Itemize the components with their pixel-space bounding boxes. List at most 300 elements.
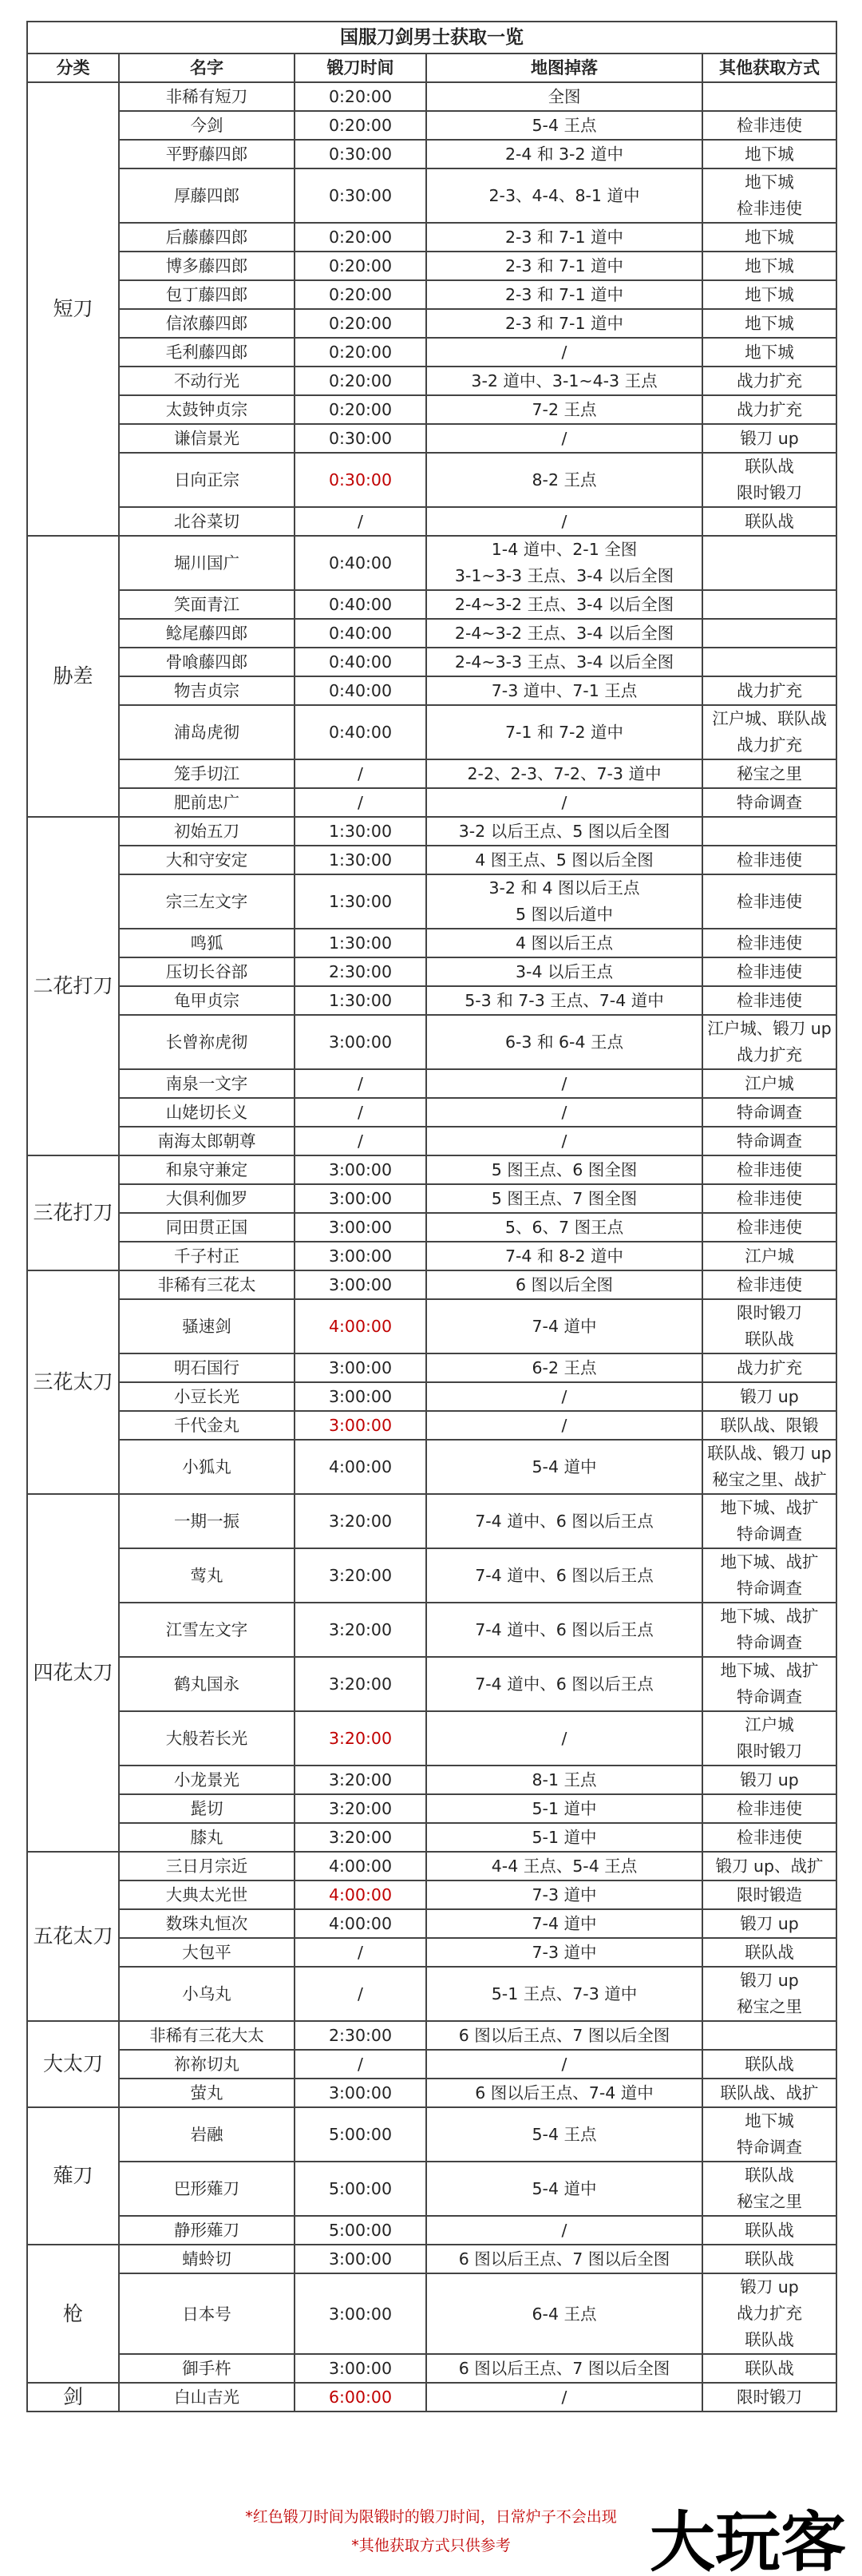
- map-drop-line: 7-2 王点: [532, 400, 597, 419]
- dawanke-logo: [559, 2498, 854, 2574]
- map-drop-line: 2-3 和 7-1 道中: [504, 285, 623, 304]
- map-drop-cell: [426, 1657, 702, 1711]
- other-method-line: 限时锻刀: [737, 483, 802, 502]
- header-category: 分类: [27, 54, 119, 82]
- map-drop-line: 6-2 王点: [532, 1358, 597, 1377]
- table-row: [27, 338, 836, 367]
- other-method-line: 特命调查: [737, 1579, 802, 1598]
- map-drop-line: 4 图王点、5 图以后全图: [475, 850, 654, 870]
- map-drop-line: 2-3 和 7-1 道中: [504, 314, 623, 333]
- map-drop-cell: [426, 1242, 702, 1270]
- other-method-line: 地下城、战扩: [720, 1498, 819, 1517]
- table-row: [27, 2273, 836, 2354]
- map-drop-line: /: [561, 1103, 567, 1122]
- map-drop-line: 6 图以后王点、7 图以后全图: [458, 2249, 670, 2269]
- other-method-line: 战力扩充: [737, 1358, 802, 1377]
- map-drop-cell: [426, 1766, 702, 1794]
- other-method-line: 地下城: [745, 256, 794, 275]
- map-drop-line: 5-4 王点: [532, 116, 597, 135]
- sword-name-cell: 鹤丸国永: [119, 1657, 295, 1711]
- map-drop-line: 2-4~3-2 王点、3-4 以后全图: [454, 595, 674, 614]
- sword-name-cell: 数珠丸恒次: [119, 1909, 295, 1938]
- table-row: [27, 2162, 836, 2216]
- forge-time-cell: 3:00:00: [295, 2354, 426, 2383]
- other-method-cell: [702, 929, 836, 957]
- map-drop-line: 5-1 道中: [532, 1799, 597, 1818]
- sword-name-cell: 小乌丸: [119, 1967, 295, 2021]
- map-drop-cell: [426, 2162, 702, 2216]
- table-row: [27, 2079, 836, 2107]
- sword-name-cell: 笑面青江: [119, 590, 295, 619]
- map-drop-line: 2-3 和 7-1 道中: [504, 256, 623, 275]
- other-method-line: 地下城: [745, 145, 794, 164]
- other-method-line: 联队战: [745, 2221, 794, 2240]
- sword-name-cell: 太鼓钟贞宗: [119, 395, 295, 424]
- other-method-line: 限时锻造: [737, 1885, 802, 1904]
- sword-name-cell: 压切长谷部: [119, 957, 295, 986]
- sword-name-cell: 信浓藤四郎: [119, 309, 295, 338]
- sword-name-cell: 日本号: [119, 2273, 295, 2354]
- other-method-cell: [702, 1299, 836, 1353]
- table-row: [27, 1852, 836, 1880]
- map-drop-cell: [426, 2021, 702, 2050]
- table-row: [27, 1382, 836, 1411]
- sword-name-cell: 大和守安定: [119, 846, 295, 874]
- table-title: 国服刀剑男士获取一览: [27, 22, 836, 54]
- other-method-line: 联队战、战扩: [720, 2083, 819, 2102]
- other-method-cell: [702, 1411, 836, 1440]
- map-drop-cell: [426, 1299, 702, 1353]
- table-row: [27, 1766, 836, 1794]
- forge-time-cell: 0:30:00: [295, 424, 426, 453]
- other-method-cell: [702, 367, 836, 395]
- other-method-cell: [702, 1270, 836, 1299]
- other-method-cell: [702, 2354, 836, 2383]
- table-row: [27, 590, 836, 619]
- table-row: [27, 140, 836, 168]
- map-drop-cell: [426, 82, 702, 111]
- acquisition-sheet: [26, 21, 836, 2412]
- other-method-cell: [702, 2273, 836, 2354]
- forge-time-cell: 4:00:00: [295, 1852, 426, 1880]
- forge-time-cell: /: [295, 1069, 426, 1098]
- table-row: [27, 1270, 836, 1299]
- forge-time-cell: 3:00:00: [295, 1242, 426, 1270]
- map-drop-line: 2-4~3-3 王点、3-4 以后全图: [454, 652, 674, 672]
- other-method-line: 江户城、锻刀 up: [707, 1019, 832, 1038]
- sword-name-cell: 明石国行: [119, 1353, 295, 1382]
- other-method-cell: [702, 619, 836, 648]
- other-method-cell: [702, 536, 836, 590]
- other-method-line: 限时锻刀: [737, 1742, 802, 1761]
- table-row: [27, 507, 836, 536]
- forge-time-cell: /: [295, 507, 426, 536]
- other-method-cell: [702, 168, 836, 223]
- map-drop-line: 7-4 道中、6 图以后王点: [475, 1674, 654, 1694]
- sword-name-cell: 小豆长光: [119, 1382, 295, 1411]
- sword-name-cell: 千代金丸: [119, 1411, 295, 1440]
- other-method-cell: [702, 1015, 836, 1069]
- table-row: [27, 1069, 836, 1098]
- map-drop-cell: [426, 140, 702, 168]
- forge-time-cell: 0:30:00: [295, 168, 426, 223]
- sword-name-cell: 鸣狐: [119, 929, 295, 957]
- forge-time-cell: 4:00:00: [295, 1909, 426, 1938]
- forge-time-cell: 0:30:00: [295, 453, 426, 507]
- forge-time-cell: 4:00:00: [295, 1880, 426, 1909]
- map-drop-cell: [426, 619, 702, 648]
- category-cell: 大太刀: [27, 2021, 119, 2107]
- other-method-cell: [702, 395, 836, 424]
- sword-name-cell: 祢祢切丸: [119, 2050, 295, 2079]
- category-cell: 枪: [27, 2245, 119, 2383]
- category-cell: 短刀: [27, 82, 119, 536]
- table-row: [27, 1657, 836, 1711]
- map-drop-cell: [426, 1603, 702, 1657]
- table-row: [27, 223, 836, 252]
- other-method-line: 检非违使: [737, 1189, 802, 1208]
- logo-text: 大玩客: [649, 2504, 846, 2574]
- forge-time-cell: 1:30:00: [295, 929, 426, 957]
- other-method-cell: [702, 2079, 836, 2107]
- sword-name-cell: 笼手切江: [119, 759, 295, 788]
- other-method-line: 联队战: [745, 512, 794, 531]
- other-method-line: 联队战、锻刀 up: [707, 1444, 832, 1463]
- map-drop-line: 5-4 道中: [532, 2179, 597, 2198]
- table-row: [27, 1909, 836, 1938]
- other-method-cell: [702, 2107, 836, 2162]
- forge-time-cell: /: [295, 1098, 426, 1127]
- sword-name-cell: 小龙景光: [119, 1766, 295, 1794]
- map-drop-cell: [426, 2079, 702, 2107]
- map-drop-line: 3-4 以后王点: [516, 962, 613, 981]
- map-drop-cell: [426, 648, 702, 676]
- table-row: [27, 1242, 836, 1270]
- note-other-reference: *其他获取方式只供参考: [351, 2537, 511, 2554]
- table-row: [27, 1603, 836, 1657]
- forge-time-cell: 0:20:00: [295, 82, 426, 111]
- map-drop-line: 2-4 和 3-2 道中: [504, 145, 623, 164]
- sword-name-cell: 千子村正: [119, 1242, 295, 1270]
- category-cell: 四花太刀: [27, 1494, 119, 1852]
- map-drop-line: /: [561, 793, 567, 812]
- other-method-cell: [702, 846, 836, 874]
- other-method-line: 锻刀 up: [740, 1914, 799, 1933]
- forge-time-cell: /: [295, 1938, 426, 1967]
- other-method-line: 战力扩充: [737, 400, 802, 419]
- other-method-cell: [702, 986, 836, 1015]
- map-drop-cell: [426, 1069, 702, 1098]
- table-row: [27, 2383, 836, 2412]
- table-row: [27, 817, 836, 846]
- map-drop-cell: [426, 280, 702, 309]
- forge-time-cell: 0:40:00: [295, 619, 426, 648]
- other-method-line: 联队战: [745, 457, 794, 476]
- other-method-line: 地下城、战扩: [720, 1607, 819, 1626]
- other-method-line: 战力扩充: [737, 2304, 802, 2323]
- table-row: [27, 2216, 836, 2245]
- other-method-cell: [702, 338, 836, 367]
- other-method-line: 地下城: [745, 2111, 794, 2130]
- other-method-cell: [702, 252, 836, 280]
- other-method-line: 战力扩充: [737, 371, 802, 390]
- forge-time-cell: 3:20:00: [295, 1603, 426, 1657]
- table-row: [27, 536, 836, 590]
- map-drop-cell: [426, 1213, 702, 1242]
- forge-time-cell: 3:00:00: [295, 2245, 426, 2273]
- map-drop-cell: [426, 957, 702, 986]
- table-row: [27, 367, 836, 395]
- header-forge-time: 锻刀时间: [295, 54, 426, 82]
- sword-name-cell: 初始五刀: [119, 817, 295, 846]
- sword-name-cell: 江雪左文字: [119, 1603, 295, 1657]
- other-method-line: 特命调查: [737, 2138, 802, 2157]
- other-method-cell: [702, 1242, 836, 1270]
- forge-time-cell: 1:30:00: [295, 817, 426, 846]
- header-map-drop: 地图掉落: [426, 54, 702, 82]
- map-drop-cell: [426, 309, 702, 338]
- sword-name-cell: 南泉一文字: [119, 1069, 295, 1098]
- forge-time-cell: 0:40:00: [295, 648, 426, 676]
- other-method-line: 检非违使: [737, 850, 802, 870]
- map-drop-cell: [426, 111, 702, 140]
- other-method-line: 秘宝之里、战扩: [712, 1470, 827, 1489]
- other-method-cell: [702, 1353, 836, 1382]
- forge-time-cell: 3:00:00: [295, 2273, 426, 2354]
- sword-name-cell: 日向正宗: [119, 453, 295, 507]
- map-drop-line: 3-2 和 4 图以后王点: [488, 878, 640, 898]
- sword-name-cell: 萤丸: [119, 2079, 295, 2107]
- other-method-line: 战力扩充: [737, 735, 802, 755]
- forge-time-cell: 3:20:00: [295, 1794, 426, 1823]
- map-drop-cell: [426, 2245, 702, 2273]
- other-method-cell: [702, 2021, 836, 2050]
- forge-time-cell: 3:20:00: [295, 1766, 426, 1794]
- map-drop-line: 7-4 道中、6 图以后王点: [475, 1512, 654, 1531]
- map-drop-line: 5 图王点、7 图全图: [491, 1189, 638, 1208]
- forge-time-cell: 3:00:00: [295, 1382, 426, 1411]
- other-method-line: 江户城: [745, 1715, 794, 1734]
- map-drop-cell: [426, 1411, 702, 1440]
- other-method-line: 地下城: [745, 285, 794, 304]
- table-row: [27, 2354, 836, 2383]
- table-row: [27, 424, 836, 453]
- other-method-line: 检非违使: [737, 1828, 802, 1847]
- forge-time-cell: 3:00:00: [295, 1213, 426, 1242]
- map-drop-cell: [426, 1909, 702, 1938]
- sword-name-cell: 同田贯正国: [119, 1213, 295, 1242]
- sword-name-cell: 物吉贞宗: [119, 676, 295, 705]
- sword-name-cell: 莺丸: [119, 1548, 295, 1603]
- sword-name-cell: 御手杵: [119, 2354, 295, 2383]
- other-method-line: 锻刀 up、战扩: [715, 1857, 824, 1876]
- other-method-line: 地下城: [745, 172, 794, 192]
- table-row: [27, 1823, 836, 1852]
- map-drop-line: 5 图以后道中: [515, 905, 614, 924]
- sword-name-cell: 龟甲贞宗: [119, 986, 295, 1015]
- other-method-cell: [702, 1184, 836, 1213]
- table-row: [27, 1353, 836, 1382]
- sword-name-cell: 和泉守兼定: [119, 1155, 295, 1184]
- map-drop-line: 3-2 道中、3-1~4-3 王点: [471, 371, 658, 390]
- table-row: [27, 1184, 836, 1213]
- other-method-cell: [702, 1155, 836, 1184]
- other-method-line: 特命调查: [737, 1633, 802, 1652]
- sword-name-cell: 静形薙刀: [119, 2216, 295, 2245]
- forge-time-cell: 1:30:00: [295, 874, 426, 929]
- sword-name-cell: 毛利藤四郎: [119, 338, 295, 367]
- sword-name-cell: 山姥切长义: [119, 1098, 295, 1127]
- other-method-line: 联队战: [745, 2166, 794, 2185]
- other-method-line: 特命调查: [737, 793, 802, 812]
- map-drop-line: 2-4~3-2 王点、3-4 以后全图: [454, 624, 674, 643]
- forge-time-cell: /: [295, 2050, 426, 2079]
- forge-time-cell: 1:30:00: [295, 986, 426, 1015]
- map-drop-line: 5-1 道中: [532, 1828, 597, 1847]
- table-row: [27, 874, 836, 929]
- map-drop-line: 4 图以后王点: [515, 933, 614, 953]
- map-drop-line: 7-4 道中、6 图以后王点: [475, 1620, 654, 1639]
- map-drop-line: 6 图以后王点、7-4 道中: [475, 2083, 654, 2102]
- other-method-line: 检非违使: [737, 892, 802, 911]
- table-row: [27, 1299, 836, 1353]
- sword-name-cell: 骚速剑: [119, 1299, 295, 1353]
- note-red-time: *红色锻刀时间为限锻时的锻刀时间，日常炉子不会出现: [245, 2508, 617, 2526]
- other-method-line: 联队战: [745, 1330, 794, 1349]
- other-method-line: 特命调查: [737, 1687, 802, 1706]
- map-drop-line: 4-4 王点、5-4 王点: [491, 1857, 638, 1876]
- table-row: [27, 453, 836, 507]
- map-drop-line: 6 图以后王点、7 图以后全图: [458, 2359, 670, 2378]
- map-drop-line: 5-3 和 7-3 王点、7-4 道中: [465, 991, 664, 1010]
- sword-name-cell: 一期一振: [119, 1494, 295, 1548]
- other-method-line: 战力扩充: [737, 1045, 802, 1064]
- forge-time-cell: 3:20:00: [295, 1711, 426, 1766]
- other-method-line: 检非违使: [737, 116, 802, 135]
- forge-time-cell: 0:40:00: [295, 705, 426, 759]
- table-row: [27, 929, 836, 957]
- map-drop-line: 5-4 王点: [532, 2125, 597, 2144]
- sword-name-cell: 大典太光世: [119, 1880, 295, 1909]
- other-method-line: 战力扩充: [737, 681, 802, 700]
- map-drop-cell: [426, 1127, 702, 1155]
- other-method-line: 联队战: [745, 2330, 794, 2349]
- sword-name-cell: 髭切: [119, 1794, 295, 1823]
- forge-time-cell: 3:20:00: [295, 1548, 426, 1603]
- forge-time-cell: 4:00:00: [295, 1299, 426, 1353]
- sword-name-cell: 大包平: [119, 1938, 295, 1967]
- other-method-line: 秘宝之里: [737, 1997, 802, 2016]
- table-row: [27, 2245, 836, 2273]
- other-method-cell: [702, 2050, 836, 2079]
- map-drop-cell: [426, 223, 702, 252]
- header-other-methods: 其他获取方式: [702, 54, 836, 82]
- other-method-cell: [702, 676, 836, 705]
- map-drop-line: /: [561, 2055, 567, 2074]
- table-row: [27, 1015, 836, 1069]
- sword-name-cell: 岩融: [119, 2107, 295, 2162]
- other-method-cell: [702, 1657, 836, 1711]
- other-method-cell: [702, 1069, 836, 1098]
- forge-time-cell: 3:00:00: [295, 1015, 426, 1069]
- map-drop-cell: [426, 1938, 702, 1967]
- forge-time-cell: 2:30:00: [295, 957, 426, 986]
- other-method-line: 秘宝之里: [737, 2192, 802, 2211]
- map-drop-line: 7-3 道中: [532, 1943, 597, 1962]
- map-drop-line: 6 图以后全图: [515, 1275, 614, 1294]
- map-drop-cell: [426, 2216, 702, 2245]
- other-method-cell: [702, 280, 836, 309]
- map-drop-cell: [426, 1440, 702, 1494]
- map-drop-cell: [426, 1098, 702, 1127]
- map-drop-line: /: [561, 2221, 567, 2240]
- forge-time-cell: 0:20:00: [295, 395, 426, 424]
- map-drop-line: 2-3 和 7-1 道中: [504, 228, 623, 247]
- map-drop-line: 5、6、7 图王点: [504, 1218, 624, 1237]
- table-row: [27, 619, 836, 648]
- table-row: [27, 986, 836, 1015]
- other-method-cell: [702, 111, 836, 140]
- forge-time-cell: 0:40:00: [295, 536, 426, 590]
- other-method-cell: [702, 2162, 836, 2216]
- other-method-cell: [702, 1967, 836, 2021]
- forge-time-cell: 3:20:00: [295, 1823, 426, 1852]
- forge-time-cell: 0:20:00: [295, 280, 426, 309]
- other-method-line: 锻刀 up: [740, 2277, 799, 2297]
- map-drop-cell: [426, 788, 702, 817]
- map-drop-line: /: [561, 343, 567, 362]
- other-method-line: 锻刀 up: [740, 429, 799, 448]
- sword-name-cell: 平野藤四郎: [119, 140, 295, 168]
- sword-name-cell: 厚藤四郎: [119, 168, 295, 223]
- table-row: [27, 1548, 836, 1603]
- sword-name-cell: 巴形薙刀: [119, 2162, 295, 2216]
- other-method-cell: [702, 2216, 836, 2245]
- table-row: [27, 395, 836, 424]
- map-drop-line: 全图: [548, 87, 581, 106]
- map-drop-line: /: [561, 1387, 567, 1406]
- other-method-line: 检非违使: [737, 199, 802, 218]
- map-drop-cell: [426, 1184, 702, 1213]
- map-drop-line: 5 图王点、6 图全图: [491, 1160, 638, 1179]
- table-row: [27, 82, 836, 111]
- other-method-cell: [702, 424, 836, 453]
- table-row: [27, 2021, 836, 2050]
- forge-time-cell: 0:40:00: [295, 590, 426, 619]
- table-row: [27, 1127, 836, 1155]
- forge-time-cell: 5:00:00: [295, 2162, 426, 2216]
- map-drop-cell: [426, 759, 702, 788]
- table-row: [27, 1440, 836, 1494]
- map-drop-cell: [426, 1548, 702, 1603]
- header-row: [27, 54, 836, 82]
- category-cell: 三花打刀: [27, 1155, 119, 1270]
- map-drop-line: /: [561, 1729, 567, 1748]
- map-drop-line: 5-1 王点、7-3 道中: [491, 1984, 638, 2003]
- map-drop-cell: [426, 424, 702, 453]
- other-method-line: 联队战: [745, 1943, 794, 1962]
- map-drop-cell: [426, 705, 702, 759]
- other-method-cell: [702, 1880, 836, 1909]
- map-drop-cell: [426, 874, 702, 929]
- other-method-cell: [702, 2383, 836, 2412]
- map-drop-cell: [426, 453, 702, 507]
- other-method-line: 特命调查: [737, 1131, 802, 1151]
- other-method-line: 特命调查: [737, 1103, 802, 1122]
- other-method-cell: [702, 1098, 836, 1127]
- forge-time-cell: /: [295, 788, 426, 817]
- other-method-cell: [702, 1852, 836, 1880]
